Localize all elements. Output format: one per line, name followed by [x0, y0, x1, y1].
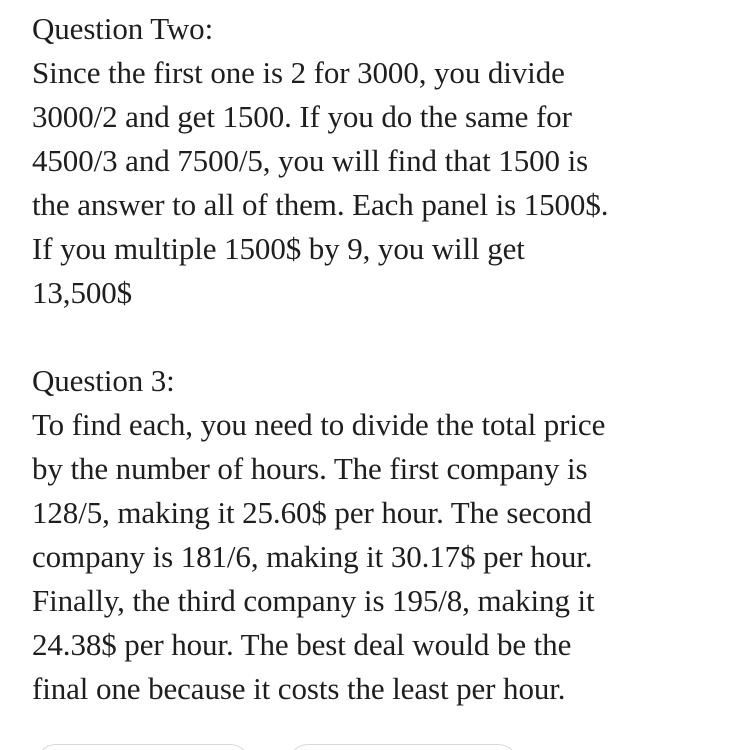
bottom-action-bar [0, 736, 750, 750]
question-three-line: 24.38$ per hour. The best deal would be the [32, 627, 572, 662]
question-three-line: final one because it costs the least per hour. [32, 671, 566, 706]
question-three-line: 128/5, making it 25.60$ per hour. The second [32, 495, 592, 530]
question-three-line: Finally, the third company is 195/8, making it [32, 583, 595, 618]
question-two-heading: Question Two: [32, 11, 214, 46]
question-three-heading: Question 3: [32, 363, 175, 398]
question-three-line: company is 181/6, making it 30.17$ per hour. [32, 539, 593, 574]
question-two-line: the answer to all of them. Each panel is 1500$. [32, 187, 609, 222]
question-two-answer [32, 7, 732, 315]
question-three-answer [32, 359, 732, 711]
question-two-line: Since the first one is 2 for 3000, you divide [32, 55, 565, 90]
question-two-line: 4500/3 and 7500/5, you will find that 1500 is [32, 143, 589, 178]
question-two-line: 3000/2 and get 1500. If you do the same for [32, 99, 572, 134]
question-two-line: 13,500$ [32, 275, 133, 310]
question-three-line: To find each, you need to divide the total price [32, 407, 606, 442]
question-two-line: If you multiple 1500$ by 9, you will get [32, 231, 525, 266]
question-three-line: by the number of hours. The first company is [32, 451, 588, 486]
bottom-right-pill-button[interactable] [288, 744, 518, 750]
bottom-left-pill-button[interactable] [36, 744, 250, 750]
